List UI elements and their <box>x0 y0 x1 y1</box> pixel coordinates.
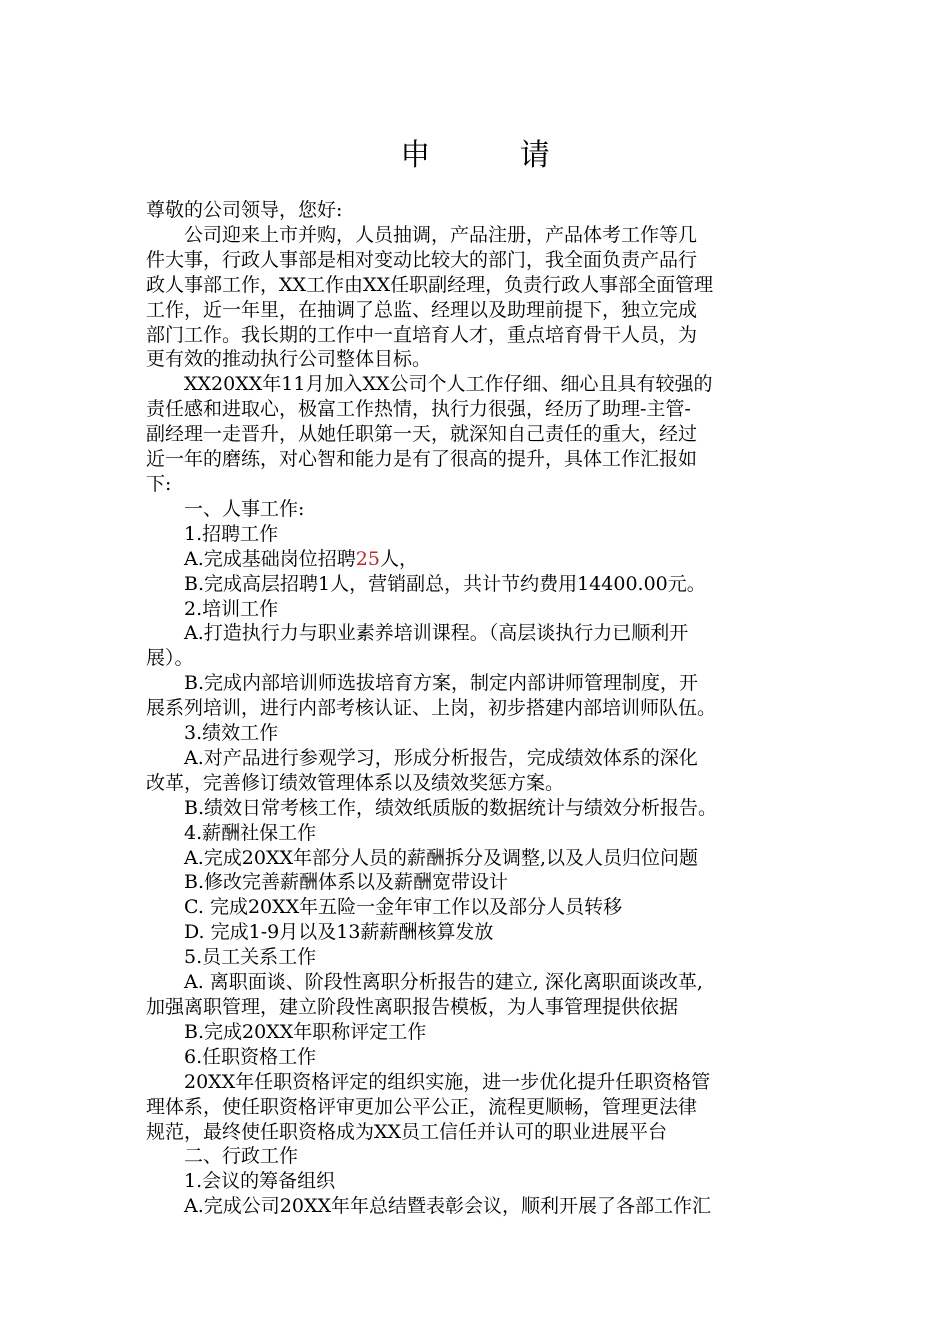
recruit-item-b: B.完成高层招聘1人，营销副总，共计节约费用14400.00元。 <box>184 572 706 595</box>
para1-line: 工作，近一年里，在抽调了总监、经理以及助理前提下，独立完成 <box>146 298 698 321</box>
para2-line: 下: <box>146 472 172 495</box>
training-item-a-cont: 展）。 <box>146 647 194 670</box>
relations-item-b: B.完成20XX年职称评定工作 <box>184 1020 427 1043</box>
perf-item-a: A.对产品进行参观学习，形成分析报告，完成绩效体系的深化 <box>184 746 698 769</box>
section-heading-admin: 二、行政工作 <box>184 1145 299 1168</box>
para2-line: XX20XX年11月加入XX公司个人工作仔细、细心且具有较强的 <box>184 373 713 396</box>
subsection-salary: 4.薪酬社保工作 <box>184 821 317 844</box>
section-heading-hr: 一、人事工作: <box>184 497 305 520</box>
document-body <box>146 198 806 1219</box>
subsection-training: 2.培训工作 <box>184 597 279 620</box>
subsection-employee-relations: 5.员工关系工作 <box>184 946 317 969</box>
para1-line: 政人事部工作，XX工作由XX任职副经理，负责行政人事部全面管理 <box>146 273 714 296</box>
para1-line: 更有效的推动执行公司整体目标。 <box>146 348 432 371</box>
para2-line: 近一年的磨练，对心智和能力是有了很高的提升，具体工作汇报如 <box>146 448 698 471</box>
document-title: 申 请 <box>400 138 590 173</box>
perf-item-a-cont: 改革，完善修订绩效管理体系以及绩效奖惩方案。 <box>146 771 565 794</box>
para2-line: 副经理一走晋升，从她任职第一天，就深知自己责任的重大，经过 <box>146 423 698 446</box>
qualification-line: 理体系，使任职资格评审更加公平公正，流程更顺畅，管理更法律 <box>146 1095 698 1118</box>
salary-item-d: D. 完成1-9月以及13薪薪酬核算发放 <box>184 921 494 944</box>
para1-line: 公司迎来上市并购，人员抽调，产品注册，产品体考工作等几 <box>184 223 698 246</box>
salary-item-a: A.完成20XX年部分人员的薪酬拆分及调整,以及人员归位问题 <box>184 846 699 869</box>
salary-item-c: C. 完成20XX年五险一金年审工作以及部分人员转移 <box>184 896 623 919</box>
training-item-b-cont: 展系列培训，进行内部考核认证、上岗，初步搭建内部培训师队伍。 <box>146 697 717 720</box>
relations-item-a: A. 离职面谈、阶段性离职分析报告的建立, 深化离职面谈改革, <box>184 971 703 994</box>
recruit-a-prefix: A.完成基础岗位招聘 <box>184 547 356 570</box>
para2-line: 责任感和进取心，极富工作热情，执行力很强，经历了助理-主管- <box>146 398 691 421</box>
recruit-a-number: 25 <box>355 547 380 570</box>
recruit-item-a <box>146 547 806 572</box>
salary-item-b: B.修改完善薪酬体系以及薪酬宽带设计 <box>184 871 509 894</box>
qualification-line: 规范，最终使任职资格成为XX员工信任并认可的职业进展平台 <box>146 1120 668 1143</box>
subsection-qualification: 6.任职资格工作 <box>184 1045 317 1068</box>
para1-line: 部门工作。我长期的工作中一直培育人才，重点培育骨干人员，为 <box>146 323 698 346</box>
perf-item-b: B.绩效日常考核工作，绩效纸质版的数据统计与绩效分析报告。 <box>184 796 718 819</box>
qualification-line: 20XX年任职资格评定的组织实施，进一步优化提升任职资格管 <box>184 1070 711 1093</box>
meeting-item-a: A.完成公司20XX年年总结暨表彰会议，顺利开展了各部工作汇 <box>184 1195 711 1218</box>
subsection-recruitment: 1.招聘工作 <box>184 522 279 545</box>
subsection-meeting: 1.会议的筹备组织 <box>184 1170 336 1193</box>
training-item-a: A.打造执行力与职业素养培训课程。（高层谈执行力已顺利开 <box>184 622 689 645</box>
relations-item-a-cont: 加强离职管理，建立阶段性离职报告模板，为人事管理提供依据 <box>146 996 679 1018</box>
para1-line: 件大事，行政人事部是相对变动比较大的部门，我全面负责产品行 <box>146 248 698 271</box>
recruit-a-suffix: 人， <box>379 547 418 570</box>
greeting: 尊敬的公司领导，您好: <box>146 199 343 221</box>
training-item-b: B.完成内部培训师选拔培育方案，制定内部讲师管理制度，开 <box>184 672 699 695</box>
subsection-performance: 3.绩效工作 <box>184 722 279 745</box>
